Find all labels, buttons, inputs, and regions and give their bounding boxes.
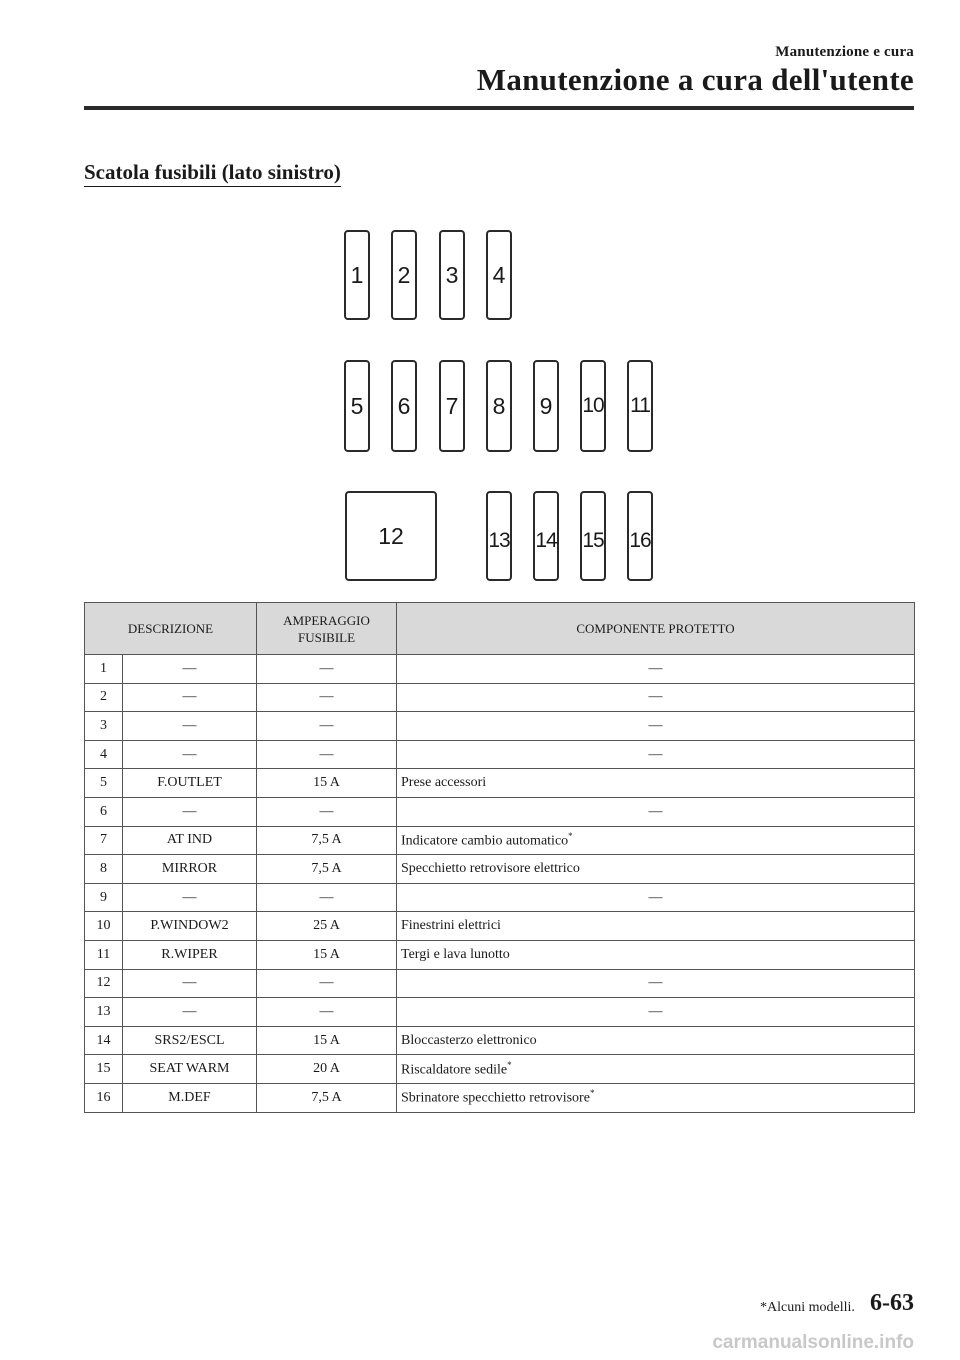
- cell-description-text: —: [182, 975, 197, 991]
- table-row: [85, 740, 915, 769]
- cell-description: [123, 1055, 257, 1084]
- cell-number: [85, 883, 123, 912]
- fuse-slot-9: 9: [533, 360, 559, 452]
- cell-component-text: Finestrini elettrici: [401, 918, 501, 934]
- table-row: [85, 797, 915, 826]
- fuse-slot-4: 4: [486, 230, 512, 320]
- cell-amperage-text: —: [319, 1003, 334, 1019]
- cell-description-text: —: [182, 803, 197, 819]
- cell-number: [85, 683, 123, 712]
- cell-description: [123, 712, 257, 741]
- cell-component-text: —: [648, 717, 663, 733]
- fuse-table: [84, 602, 915, 1113]
- table-row: [85, 1026, 915, 1055]
- cell-number: [85, 797, 123, 826]
- cell-description-text: SEAT WARM: [149, 1061, 230, 1077]
- cell-number: [85, 769, 123, 798]
- fuse-slot-14: 14: [533, 491, 559, 581]
- fuse-slot-6: 6: [391, 360, 417, 452]
- cell-component: [397, 740, 915, 769]
- cell-amperage-text: —: [319, 889, 334, 905]
- cell-description: [123, 655, 257, 684]
- watermark: carmanualsonline.info: [712, 1332, 914, 1353]
- cell-amperage: [257, 683, 397, 712]
- cell-amperage-text: —: [319, 660, 334, 676]
- cell-component-text: —: [648, 660, 663, 676]
- cell-amperage: [257, 655, 397, 684]
- cell-component-text: —: [648, 803, 663, 819]
- cell-number: [85, 1026, 123, 1055]
- cell-amperage: [257, 1055, 397, 1084]
- cell-number: [85, 740, 123, 769]
- cell-number-text: 13: [96, 1003, 111, 1019]
- cell-amperage-text: —: [319, 689, 334, 705]
- header-amperage-line2: FUSIBILE: [297, 629, 356, 645]
- cell-number: [85, 1055, 123, 1084]
- fuse-slot-11: 11: [627, 360, 653, 452]
- cell-number: [85, 1083, 123, 1112]
- cell-number-text: 4: [100, 746, 107, 762]
- cell-component-text: —: [648, 975, 663, 991]
- cell-description-text: —: [182, 1003, 197, 1019]
- cell-amperage-text: 20 A: [313, 1061, 340, 1077]
- cell-number-text: 8: [100, 860, 107, 876]
- cell-component: [397, 883, 915, 912]
- cell-component: [397, 912, 915, 941]
- cell-number-text: 15: [96, 1061, 111, 1077]
- cell-component: [397, 1083, 915, 1112]
- cell-number: [85, 998, 123, 1027]
- cell-description-text: —: [182, 689, 197, 705]
- fuse-slot-5: 5: [344, 360, 370, 452]
- cell-component: [397, 655, 915, 684]
- table-header-row: [85, 603, 915, 655]
- header-chapter: Manutenzione a cura dell'utente: [476, 62, 914, 97]
- cell-component: [397, 826, 915, 855]
- cell-number: [85, 940, 123, 969]
- cell-number-text: 3: [100, 717, 107, 733]
- cell-number-text: 12: [96, 975, 111, 991]
- cell-amperage: [257, 940, 397, 969]
- cell-description: [123, 912, 257, 941]
- page-number: 6-63: [870, 1290, 914, 1316]
- cell-number: [85, 712, 123, 741]
- footnote-marker: *: [589, 1088, 595, 1099]
- footnote: *Alcuni modelli.: [760, 1300, 855, 1315]
- table-row: [85, 883, 915, 912]
- header-amperage: [257, 603, 397, 655]
- cell-number: [85, 912, 123, 941]
- table-row: [85, 940, 915, 969]
- cell-amperage-text: 15 A: [313, 946, 340, 962]
- section-title: Scatola fusibili (lato sinistro): [84, 160, 341, 187]
- cell-amperage-text: —: [319, 803, 334, 819]
- cell-amperage-text: —: [319, 975, 334, 991]
- cell-description-text: R.WIPER: [161, 946, 218, 962]
- cell-amperage: [257, 1083, 397, 1112]
- cell-amperage-text: 7,5 A: [311, 832, 342, 848]
- cell-description: [123, 683, 257, 712]
- cell-amperage-text: —: [319, 717, 334, 733]
- table-row: [85, 1083, 915, 1112]
- cell-number: [85, 855, 123, 884]
- cell-component-text: —: [648, 1003, 663, 1019]
- table-body: [85, 655, 915, 1113]
- cell-description: [123, 740, 257, 769]
- header-amperage-line1: AMPERAGGIO: [283, 612, 370, 628]
- cell-component-text: Specchietto retrovisore elettrico: [401, 860, 580, 876]
- cell-component-text: Bloccasterzo elettronico: [401, 1032, 537, 1048]
- cell-component-text: Sbrinatore specchietto retrovisore: [401, 1091, 590, 1107]
- cell-amperage: [257, 883, 397, 912]
- cell-number: [85, 969, 123, 998]
- cell-amperage-text: 15 A: [313, 1032, 340, 1048]
- fuse-slot-3: 3: [439, 230, 465, 320]
- cell-description-text: —: [182, 746, 197, 762]
- table-row: [85, 998, 915, 1027]
- fuse-slot-2: 2: [391, 230, 417, 320]
- cell-component: [397, 1055, 915, 1084]
- cell-description: [123, 883, 257, 912]
- header-component: COMPONENTE PROTETTO: [397, 603, 915, 655]
- cell-amperage: [257, 712, 397, 741]
- cell-amperage: [257, 998, 397, 1027]
- cell-number-text: 9: [100, 889, 107, 905]
- cell-description: [123, 1083, 257, 1112]
- cell-description: [123, 1026, 257, 1055]
- table-row: [85, 969, 915, 998]
- cell-number-text: 10: [96, 918, 111, 934]
- fuse-slot-16: 16: [627, 491, 653, 581]
- cell-component-text: Riscaldatore sedile: [401, 1062, 508, 1078]
- footnote-marker: *: [507, 1059, 512, 1070]
- cell-component: [397, 797, 915, 826]
- table-row: [85, 655, 915, 684]
- cell-component: [397, 1026, 915, 1055]
- cell-component-text: Indicatore cambio automatico: [401, 833, 569, 849]
- cell-component-text: —: [648, 689, 663, 705]
- fuse-slot-1: 1: [344, 230, 370, 320]
- cell-component-text: —: [648, 889, 663, 905]
- table-row: [85, 826, 915, 855]
- cell-number-text: 16: [96, 1089, 111, 1105]
- header-section: Manutenzione e cura: [775, 44, 914, 60]
- cell-number-text: 1: [100, 660, 107, 676]
- cell-description-text: F.OUTLET: [157, 775, 222, 791]
- cell-description: [123, 940, 257, 969]
- header-description: DESCRIZIONE: [85, 603, 257, 655]
- fuse-slot-8: 8: [486, 360, 512, 452]
- cell-number-text: 7: [100, 832, 107, 848]
- cell-description-text: —: [182, 717, 197, 733]
- table-row: [85, 855, 915, 884]
- cell-component-text: Tergi e lava lunotto: [401, 946, 510, 962]
- cell-amperage-text: 7,5 A: [311, 860, 342, 876]
- table-row: [85, 769, 915, 798]
- cell-component: [397, 683, 915, 712]
- fuse-slot-7: 7: [439, 360, 465, 452]
- cell-description: [123, 969, 257, 998]
- cell-description-text: AT IND: [166, 832, 213, 848]
- cell-description: [123, 855, 257, 884]
- cell-description: [123, 769, 257, 798]
- cell-description-text: —: [182, 660, 197, 676]
- cell-component: [397, 712, 915, 741]
- cell-component: [397, 940, 915, 969]
- cell-description-text: —: [182, 889, 197, 905]
- cell-amperage-text: 15 A: [313, 775, 340, 791]
- table-row: [85, 1055, 915, 1084]
- cell-description-text: SRS2/ESCL: [154, 1032, 225, 1048]
- cell-component: [397, 769, 915, 798]
- cell-number-text: 2: [100, 689, 107, 705]
- cell-description-text: MIRROR: [161, 860, 218, 876]
- fuse-slot-10: 10: [580, 360, 606, 452]
- cell-number: [85, 826, 123, 855]
- cell-description-text: M.DEF: [168, 1089, 211, 1105]
- fuse-slot-12: 12: [345, 491, 437, 581]
- table-row: [85, 912, 915, 941]
- cell-amperage: [257, 1026, 397, 1055]
- footnote-marker: *: [568, 831, 573, 842]
- cell-number: [85, 655, 123, 684]
- fuse-slot-13: 13: [486, 491, 512, 581]
- table-row: [85, 712, 915, 741]
- table-row: [85, 683, 915, 712]
- cell-number-text: 14: [96, 1032, 111, 1048]
- header-divider: [84, 106, 914, 110]
- cell-component-text: Prese accessori: [401, 775, 487, 791]
- fuse-slot-15: 15: [580, 491, 606, 581]
- cell-amperage: [257, 969, 397, 998]
- cell-number-text: 11: [96, 946, 111, 962]
- cell-number-text: 6: [100, 803, 107, 819]
- cell-amperage: [257, 855, 397, 884]
- cell-number-text: 5: [100, 775, 107, 791]
- cell-description: [123, 797, 257, 826]
- cell-component: [397, 855, 915, 884]
- cell-amperage: [257, 769, 397, 798]
- cell-amperage-text: 25 A: [313, 918, 340, 934]
- cell-amperage: [257, 912, 397, 941]
- cell-component-text: —: [648, 746, 663, 762]
- cell-description-text: P.WINDOW2: [150, 918, 229, 934]
- cell-amperage-text: —: [319, 746, 334, 762]
- cell-component: [397, 998, 915, 1027]
- cell-amperage: [257, 740, 397, 769]
- cell-component: [397, 969, 915, 998]
- cell-amperage: [257, 826, 397, 855]
- cell-description: [123, 998, 257, 1027]
- cell-description: [123, 826, 257, 855]
- cell-amperage-text: 7,5 A: [311, 1089, 342, 1105]
- cell-amperage: [257, 797, 397, 826]
